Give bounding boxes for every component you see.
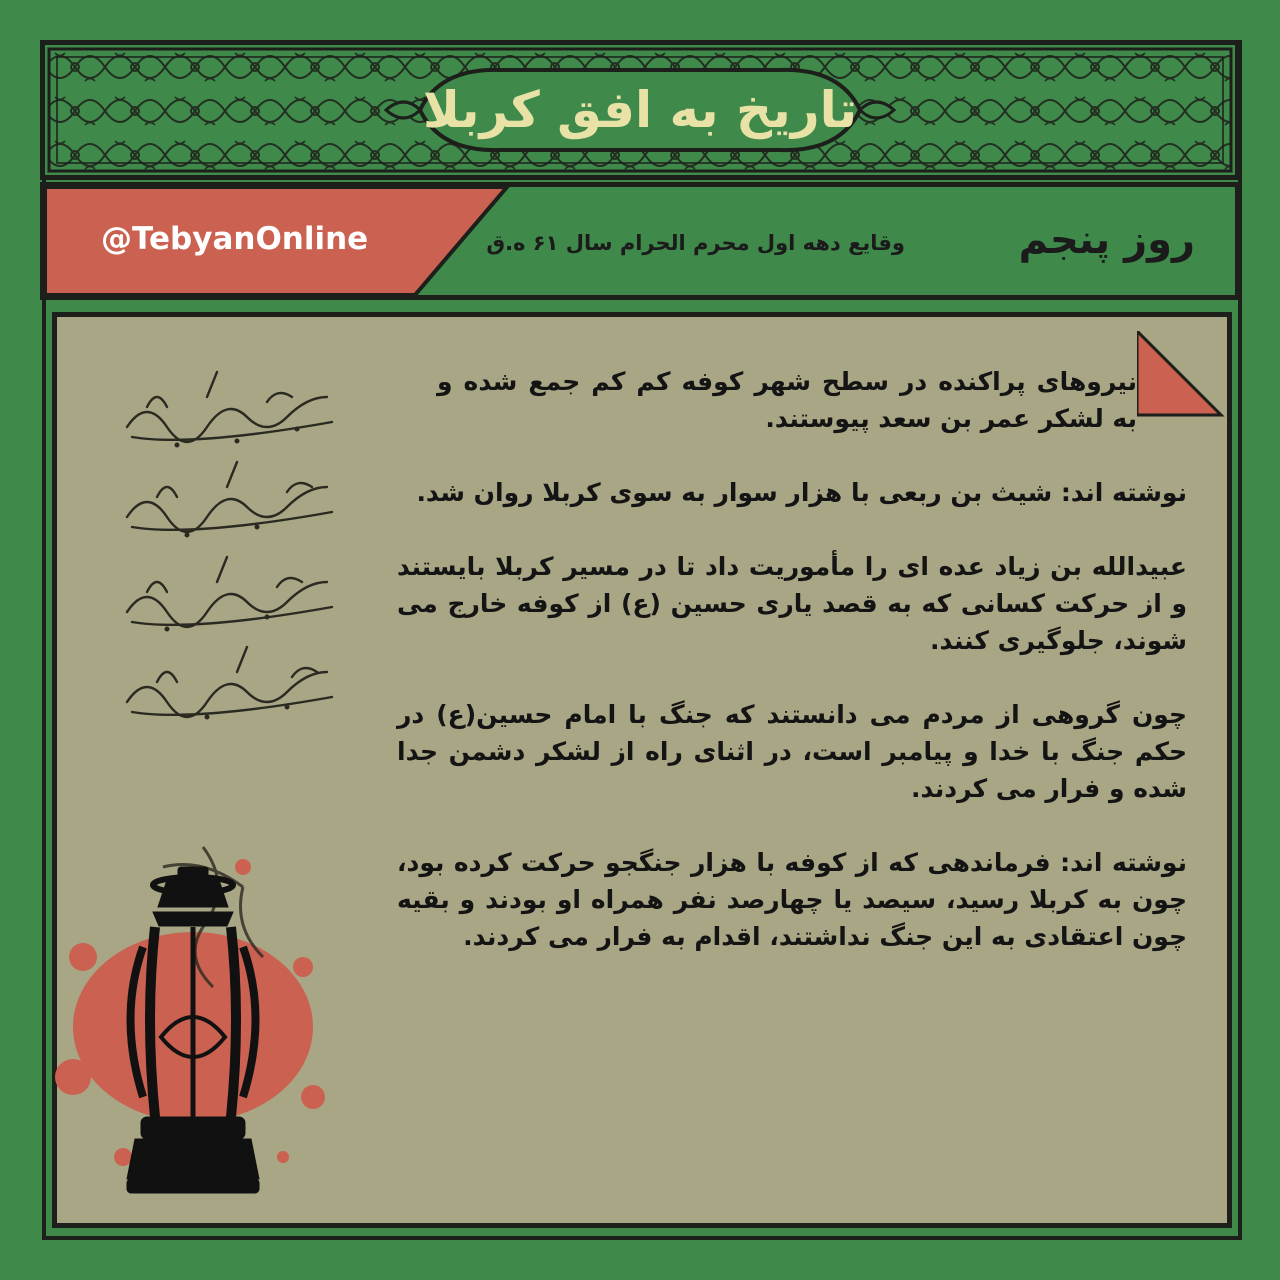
event-caption: وقایع دهه اول محرم الحرام سال ۶۱ ه.ق xyxy=(486,231,905,255)
paragraph-5: نوشته اند: فرماندهی که از کوفه با هزار جنگجو حرکت کرده بود، چون به کربلا رسید، سیصد یا چهارصد نفر همراه او بودند و بقیه چون اعتقادی به این جنگ نداشتند، اقدام به فرار می کردند. xyxy=(397,848,1187,951)
paragraph-2: نوشته اند: شیث بن ربعی با هزار سوار به سوی کربلا روان شد. xyxy=(416,478,1187,507)
day-label: روز پنجم xyxy=(1018,217,1195,263)
page-title: تاریخ به افق کربلا xyxy=(422,81,858,139)
paragraph-1: نیروهای پراکنده در سطح شهر کوفه کم کم جمع شده و به لشکر عمر بن سعد پیوستند. xyxy=(437,367,1137,433)
header-banner xyxy=(40,40,1240,180)
title-cartouche xyxy=(380,64,900,156)
subheader-banner xyxy=(40,182,1240,300)
lantern-illustration-icon xyxy=(43,827,343,1237)
article-body xyxy=(397,363,1187,992)
paragraph-4: چون گروهی از مردم می دانستند که جنگ با امام حسین(ع) در حکم جنگ با خدا و پیامبر است، در اثنای راه از لشکر دشمن جدا شده و فرار می کردند. xyxy=(397,700,1187,803)
paragraph-3: عبیدالله بن زیاد عده ای را مأموریت داد تا در مسیر کربلا بایستند و از حرکت کسانی که به قصد یاری حسین (ع) از کوفه خارج می شوند، جلوگیری کنند. xyxy=(397,552,1187,655)
content-panel xyxy=(52,312,1232,1228)
social-handle: @TebyanOnline xyxy=(101,221,369,257)
calligraphy-poem-icon xyxy=(117,367,347,727)
